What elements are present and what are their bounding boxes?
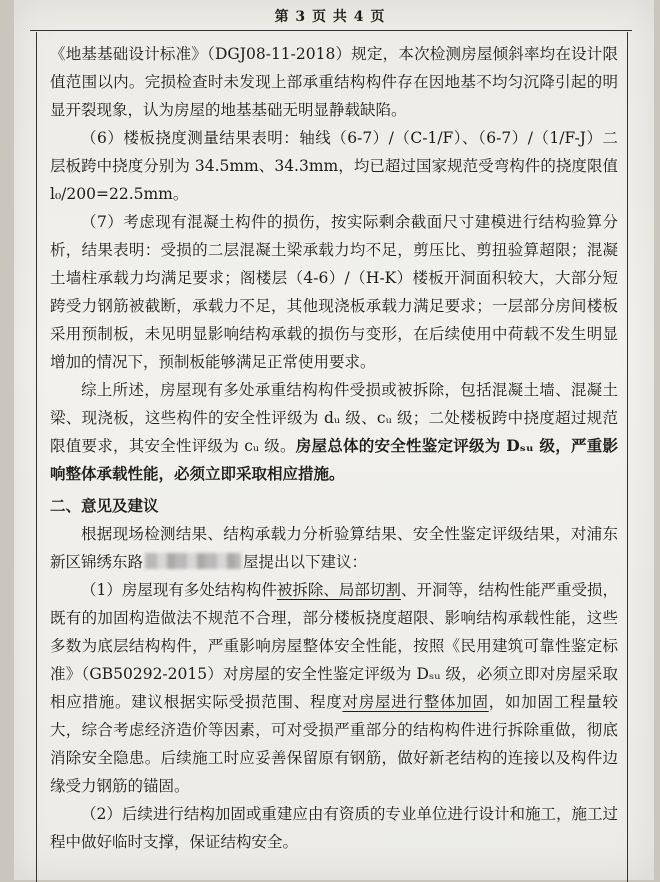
- rec1-part-b: 、开洞等，结构性能严重受损，既有的加固构造做法不规范不合理，部分楼板挠度超限、影响结构承载性能，这些多数为底层结构构件，严重影响房屋整体安全性能，按照《民用建筑可靠性鉴定标准》（GB50292-2015）对房屋的安全性鉴定评级为 Dₛᵤ 级，必须立即对房屋采取相应措施。建议根据实际受损范围、程度: [50, 581, 618, 711]
- conclusion-rating-bold: 房屋总体的安全性鉴定评级为 Dₛᵤ 级，严重影响整体承载性能，必须立即采取相应措施。: [50, 436, 618, 483]
- conclusion-text: 综上所述，房屋现有多处承重结构构件受损或被拆除，包括混凝土墙、混凝土梁、现浇板，这些构件的安全性评级为 dᵤ 级、cᵤ 级；二处楼板跨中挠度超过规范限值要求，其安全性评级为 cᵤ 级。: [50, 381, 618, 455]
- section-title-recommendations: 二、意见及建议: [50, 496, 159, 515]
- header-divider: [30, 30, 632, 31]
- rec1-part-a: （1）房屋现有多处结构构件: [81, 581, 277, 599]
- paragraph-structural-analysis: （7）考虑现有混凝土构件的损伤，按实际剩余截面尺寸建模进行结构验算分析，结果表明：受损的二层混凝土梁承载力均不足，剪压比、剪扭验算超限；混凝土墙柱承载力均满足要求；阁楼层（4-6）/（H-K）楼板开洞面积较大，大部分短跨受力钢筋被截断，承载力不足，其他现浇板承载力满足要求；一层部分房间楼板采用预制板，未见明显影响结构承载的损伤与变形，在后续使用中荷载不发生明显增加的情况下，预制板能够满足正常使用要求。: [50, 213, 618, 371]
- paragraph-recommendation-intro: [50, 520, 618, 576]
- rec1-part-c: ，如加固工程量较大，综合考虑经济造价等因素，可对受损严重部分的结构构件进行拆除重做，彻底消除安全隐患。后续施工时应妥善保留原有钢筋，做好新老结构的连接以及构件边缘受力钢筋的锚固。: [50, 693, 618, 795]
- paragraph-conclusion: [50, 376, 618, 488]
- paragraph-slab-deflection: （6）楼板挠度测量结果表明：轴线（6-7）/（C-1/F）、（6-7）/（1/F-J）二层板跨中挠度分别为 34.5mm、34.3mm，均已超过国家规范受弯构件的挠度限值 l₀/200=22.5mm。: [50, 129, 618, 203]
- report-body: [50, 40, 618, 856]
- intro-text-after: 屋提出以下建议：: [243, 553, 368, 571]
- page-number-header: 第 3 页 共 4 页: [274, 9, 386, 25]
- rec1-underlined-demolition: 被拆除、局部切割: [276, 581, 401, 599]
- paragraph-recommendation-2: （2）后续进行结构加固或重建应由有资质的专业单位进行设计和施工，施工过程中做好临时支撑，保证结构安全。: [50, 805, 618, 851]
- intro-text-before: 根据现场检测结果、结构承载力分析验算结果、安全性鉴定评级结果，对浦东新区锦绣东路: [50, 525, 618, 571]
- paragraph-foundation: 《地基基础设计标准》（DGJ08-11-2018）规定，本次检测房屋倾斜率均在设计限值范围以内。完损检查时未发现上部承重结构构件存在因地基不均匀沉降引起的明显开裂现象，认为房屋的地基基础无明显静载缺陷。: [50, 45, 618, 119]
- paragraph-recommendation-1: [50, 576, 618, 800]
- rec1-underlined-reinforcement: 对房屋进行整体加固: [342, 693, 489, 711]
- redacted-address: [145, 553, 241, 569]
